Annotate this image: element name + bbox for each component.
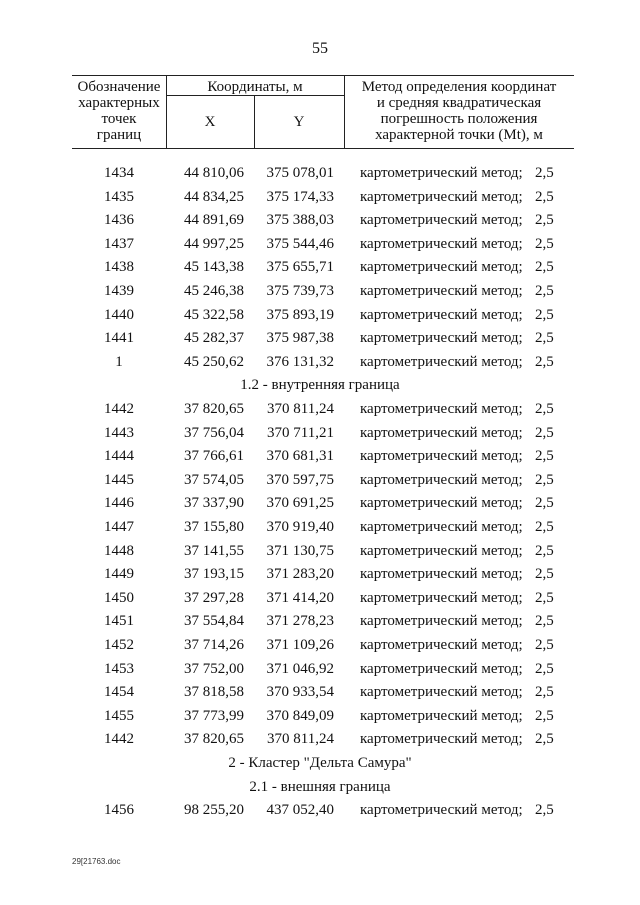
method: картометрический метод; [360,802,523,819]
point-id: 1454 [104,684,134,701]
coord-y: 375 655,71 [266,259,334,276]
mt-value: 2,5 [535,589,554,606]
coord-y: 371 109,26 [266,637,334,653]
coord-x: 37 554,84 [184,613,244,630]
point-id: 1438 [104,259,134,276]
table-row [0,728,640,752]
coord-x: 37 337,90 [184,495,244,512]
coord-x: 44 834,25 [184,188,244,205]
method: картометрический метод; [360,660,523,677]
coord-y: 375 388,03 [266,212,334,229]
table-row [0,256,640,280]
table-row [0,799,640,823]
mt-value: 2,5 [535,306,554,323]
coord-y: 370 919,40 [266,519,334,535]
header-line: погрешность положения [380,111,538,127]
mt-value: 2,5 [535,353,554,370]
coord-x: 37 155,80 [184,519,244,535]
point-id: 1448 [104,542,134,559]
table-row [0,587,640,611]
coord-y: 371 046,92 [266,660,334,677]
table-row [0,398,640,422]
header-x: X [204,114,216,130]
point-id: 1442 [104,731,134,748]
header-top-rule [72,75,574,76]
method: картометрический метод; [360,306,523,323]
point-id: 1450 [104,589,134,606]
coord-y: 375 893,19 [266,306,334,323]
point-id: 1447 [104,519,134,535]
table-row [0,351,640,375]
table-row [0,563,640,587]
table-row [0,658,640,682]
header-coordinates: Координаты, м [207,79,303,95]
mt-value: 2,5 [535,660,554,677]
method: картометрический метод; [360,495,523,512]
table-row [0,610,640,634]
method: картометрический метод; [360,589,523,606]
point-id: 1441 [104,330,134,347]
table-row [0,705,640,729]
mt-value: 2,5 [535,802,554,819]
coord-x: 44 810,06 [184,165,244,181]
table-row [0,304,640,328]
coord-y: 375 739,73 [266,283,334,299]
mt-value: 2,5 [535,542,554,559]
coord-y: 370 933,54 [266,684,334,701]
mt-value: 2,5 [535,707,554,724]
coord-y: 376 131,32 [266,353,334,370]
point-id: 1455 [104,707,134,724]
mt-value: 2,5 [535,424,554,441]
method: картометрический метод; [360,637,523,653]
mt-value: 2,5 [535,259,554,276]
coord-x: 37 141,55 [184,542,244,559]
method: картометрический метод; [360,519,523,535]
header-line: точек [101,111,137,127]
method: картометрический метод; [360,353,523,370]
coord-y: 375 987,38 [266,330,334,347]
coord-x: 45 246,38 [184,283,244,299]
table-row [0,422,640,446]
table-row [0,233,640,257]
method: картометрический метод; [360,684,523,701]
coord-y: 371 283,20 [266,566,334,583]
method: картометрический метод; [360,401,523,417]
mt-value: 2,5 [535,212,554,229]
coord-y: 375 078,01 [266,165,334,181]
mt-value: 2,5 [535,637,554,653]
coord-x: 37 756,04 [184,424,244,441]
header-line: и средняя квадратическая [376,95,542,111]
mt-value: 2,5 [535,731,554,748]
section-heading: 2.1 - внешняя граница [249,778,391,795]
coord-x: 37 773,99 [184,707,244,724]
coord-x: 37 714,26 [184,637,244,653]
header-line: характерных [78,95,160,111]
method: картометрический метод; [360,235,523,252]
coord-x: 45 282,37 [184,330,244,347]
method: картометрический метод; [360,283,523,299]
mt-value: 2,5 [535,519,554,535]
method: картометрический метод; [360,448,523,465]
table-row [0,280,640,304]
point-id: 1452 [104,637,134,653]
method: картометрический метод; [360,566,523,583]
mt-value: 2,5 [535,495,554,512]
point-id: 1443 [104,424,134,441]
header-coords-rule [166,95,344,96]
mt-value: 2,5 [535,235,554,252]
point-id: 1445 [104,471,134,488]
table-row [0,492,640,516]
mt-value: 2,5 [535,448,554,465]
method: картометрический метод; [360,259,523,276]
method: картометрический метод; [360,330,523,347]
header-line: характерной точки (Mt), м [375,127,543,143]
mt-value: 2,5 [535,566,554,583]
table-row [0,516,640,540]
table-row [0,162,640,186]
coord-x: 37 574,05 [184,471,244,488]
table-row [0,445,640,469]
coord-y: 370 681,31 [266,448,334,465]
header-bottom-rule [72,148,574,149]
point-id: 1434 [104,165,134,181]
point-id: 1451 [104,613,134,630]
mt-value: 2,5 [535,330,554,347]
mt-value: 2,5 [535,165,554,181]
point-id: 1442 [104,401,134,417]
table-row [0,327,640,351]
coord-x: 37 297,28 [184,589,244,606]
mt-value: 2,5 [535,471,554,488]
point-id: 1436 [104,212,134,229]
section-heading: 1.2 - внутренняя граница [240,377,400,394]
method: картометрический метод; [360,707,523,724]
coord-x: 44 997,25 [184,235,244,252]
method: картометрический метод; [360,471,523,488]
coord-x: 45 322,58 [184,306,244,323]
header-method [344,79,574,143]
coord-x: 37 766,61 [184,448,244,465]
table-row [0,186,640,210]
mt-value: 2,5 [535,613,554,630]
coord-y: 370 711,21 [267,424,334,441]
point-id: 1446 [104,495,134,512]
coord-y: 370 811,24 [267,401,334,417]
footer-filename: 29[21763.doc [72,857,121,866]
page-number: 55 [312,40,328,57]
mt-value: 2,5 [535,684,554,701]
coord-y: 371 414,20 [266,589,334,606]
coord-y: 375 174,33 [266,188,334,205]
coord-y: 375 544,46 [266,235,334,252]
point-id: 1440 [104,306,134,323]
coord-x: 37 818,58 [184,684,244,701]
method: картометрический метод; [360,424,523,441]
method: картометрический метод; [360,613,523,630]
point-id: 1456 [104,802,134,819]
point-id: 1444 [104,448,134,465]
header-point-designation [72,79,166,143]
method: картометрический метод; [360,731,523,748]
method: картометрический метод; [360,165,523,181]
coord-y: 437 052,40 [266,802,334,819]
table-row [0,540,640,564]
table-row [0,634,640,658]
coord-y: 370 691,25 [266,495,334,512]
header-line: границ [96,127,142,143]
table-row [0,209,640,233]
coord-y: 370 811,24 [267,731,334,748]
coord-x: 37 820,65 [184,401,244,417]
coord-x: 37 820,65 [184,731,244,748]
coord-x: 37 752,00 [184,660,244,677]
method: картометрический метод; [360,212,523,229]
method: картометрический метод; [360,188,523,205]
coord-y: 371 278,23 [266,613,334,630]
mt-value: 2,5 [535,188,554,205]
coord-y: 370 849,09 [266,707,334,724]
method: картометрический метод; [360,542,523,559]
coord-x: 98 255,20 [184,802,244,819]
header-line: Обозначение [77,79,161,95]
mt-value: 2,5 [535,401,554,417]
header-line: Метод определения координат [361,79,557,95]
coord-y: 370 597,75 [266,471,334,488]
table-row [0,469,640,493]
coord-y: 371 130,75 [266,542,334,559]
table-row [0,681,640,705]
coord-x: 45 143,38 [184,259,244,276]
coord-x: 37 193,15 [184,566,244,583]
point-id: 1 [115,353,123,370]
coord-x: 44 891,69 [184,212,244,229]
point-id: 1437 [104,235,134,252]
mt-value: 2,5 [535,283,554,299]
point-id: 1449 [104,566,134,583]
coord-x: 45 250,62 [184,353,244,370]
point-id: 1439 [104,283,134,299]
section-heading: 2 - Кластер "Дельта Самура" [228,755,412,771]
point-id: 1435 [104,188,134,205]
header-y: Y [293,114,305,130]
point-id: 1453 [104,660,134,677]
